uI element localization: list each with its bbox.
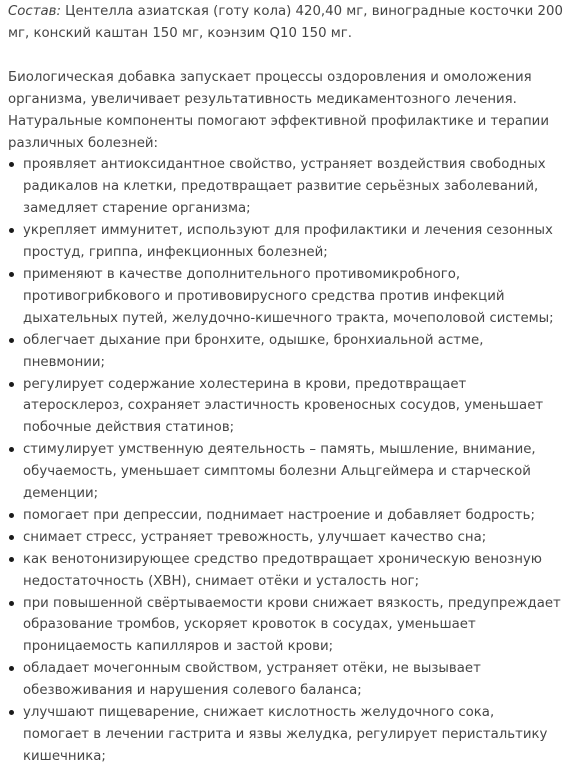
list-item [8,264,564,330]
list-item-text: проявляет антиоксидантное свойство, устраняет воздействия свободных радикалов на клетки, предотвращает развитие серьёзных заболеваний, замедляет старение организма; [23,157,546,217]
bullet-icon [9,162,14,167]
bullet-icon [9,710,14,715]
bullet-icon [9,666,14,671]
bullet-icon [9,601,14,606]
bullet-icon [9,272,14,277]
list-item [8,505,564,527]
bullet-icon [9,382,14,387]
list-item-text: помогает при депрессии, поднимает настроение и добавляет бодрость; [23,507,535,523]
list-item-text: обладает мочегонным свойством, устраняет отёки, не вызывает обезвоживания и нарушения солевого баланса; [23,661,481,699]
list-item-text: при повышенной свёртываемости крови снижает вязкость, предупреждает образование тромбов, ускоряет кровоток в сосудах, уменьшает проницаемость капилляров и застой крови; [23,595,561,655]
list-item [8,330,564,374]
bullet-icon [9,338,14,343]
list-item [8,220,564,264]
list-item [8,658,564,702]
bullet-icon [9,557,14,562]
benefits-list [8,154,564,767]
list-item [8,154,564,220]
list-item-text: облегчает дыхание при бронхите, одышке, бронхиальной астме, пневмонии; [23,332,484,370]
list-item-text: снимает стресс, устраняет тревожность, улучшает качество сна; [23,529,487,545]
list-item-text: регулирует содержание холестерина в крови, предотвращает атеросклероз, сохраняет эластичность кровеносных сосудов, уменьшает побочные действия статинов; [23,376,544,436]
list-item [8,549,564,593]
list-item-text: применяют в качестве дополнительного противомикробного, противогрибкового и противовирусного средства против инфекций дыхательных путей, желудочно-кишечного тракта, мочеполовой системы; [23,266,554,326]
list-item-text: улучшают пищеварение, снижает кислотность желудочного сока, помогает в лечении гастрита и язвы желудка, регулирует перистальтику кишечника; [23,705,548,764]
list-item [8,702,564,768]
composition-label: Состав: [8,4,61,19]
list-item [8,374,564,440]
bullet-icon [9,447,14,452]
bullet-icon [9,513,14,518]
intro-paragraph: Биологическая добавка запускает процессы оздоровления и омоложения организма, увеличивает результативность медикаментозного лечения. Натуральные компоненты помогают эффективной профилактике и терапии различных болезней: [8,69,549,151]
list-item-text: стимулирует умственную деятельность – память, мышление, внимание, обучаемость, уменьшает симптомы болезни Альцгеймера и старческой деменции; [23,442,536,502]
list-item [8,593,564,659]
list-item [8,527,564,549]
bullet-icon [9,228,14,233]
list-item-text: укрепляет иммунитет, используют для профилактики и лечения сезонных простуд, гриппа, инфекционных болезней; [23,223,553,261]
composition-text: Центелла азиатская (готу кола) 420,40 мг, виноградные косточки 200 мг, конский каштан 150 мг, коэнзим Q10 150 мг. [8,4,563,41]
composition-paragraph [8,1,564,45]
list-item-text: как венотонизирующее средство предотвращает хроническую венозную недостаточность (ХВН), снимает отёки и усталость ног; [23,551,542,589]
bullet-icon [9,535,14,540]
list-item [8,439,564,505]
